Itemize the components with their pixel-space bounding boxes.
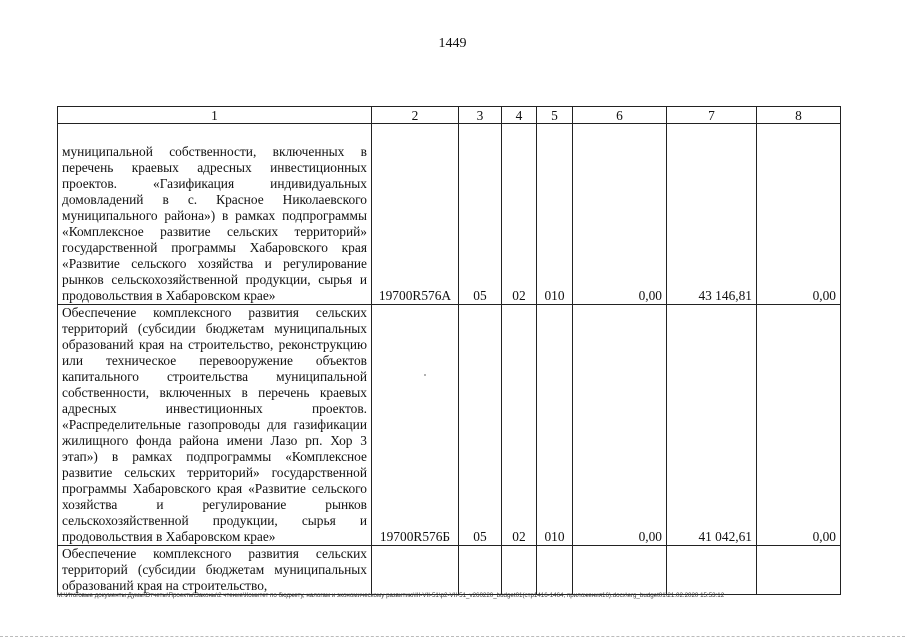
- row-code: [372, 546, 459, 595]
- row-amount-8: [757, 546, 841, 595]
- column-header: 4: [502, 107, 537, 124]
- row-code: 19700R576А: [372, 124, 459, 305]
- row-amount-7: 43 146,81: [667, 124, 757, 305]
- column-header: 1: [58, 107, 372, 124]
- row-amount-6: 0,00: [573, 124, 667, 305]
- column-header: 3: [459, 107, 502, 124]
- row-amount-6: 0,00: [573, 305, 667, 546]
- row-section: 05: [459, 305, 502, 546]
- row-section: 05: [459, 124, 502, 305]
- row-subsection: [502, 546, 537, 595]
- column-header: 7: [667, 107, 757, 124]
- table-row: [58, 546, 841, 595]
- row-expense-type: 010: [537, 124, 573, 305]
- page-edge-divider: [0, 636, 905, 637]
- row-expense-type: [537, 546, 573, 595]
- page-number: 1449: [438, 36, 467, 51]
- table-row: [58, 124, 841, 305]
- row-section: [459, 546, 502, 595]
- column-header: 5: [537, 107, 573, 124]
- footer-file-path: M:\Итоговые документы Думы\Отчеты\Проекты\Законы\2 чтение\Комитет по бюджету, налогам и экономическому развитию\III-VII-51\р2-VII-51_v260220_budget01(стр1416-1464, приложения16).docx\erg_budget01\21.02.2020 15:53:12: [57, 592, 725, 599]
- column-header: 6: [573, 107, 667, 124]
- column-header: 2: [372, 107, 459, 124]
- scan-speck: [424, 374, 426, 376]
- budget-table: [57, 106, 841, 595]
- row-amount-7: [667, 546, 757, 595]
- row-amount-6: [573, 546, 667, 595]
- row-description: Обеспечение комплексного развития сельских территорий (субсидии бюджетам муниципальных образований края на строительство, реконструкцию или техническое перевооружение объектов капитального строительства муниципальной собственности, включенных в перечень краевых адресных инвестиционных проектов. «Распределительные газопроводы для газификации жилищного фонда района имени Лазо рп. Хор 3 этап») в рамках подпрограммы «Комплексное развитие сельских территорий» государственной программы Хабаровского края «Развитие сельского хозяйства и регулирование рынков сельскохозяйственной продукции, сырья и продовольствия в Хабаровском крае»: [58, 305, 372, 546]
- row-description: муниципальной собственности, включенных в перечень краевых адресных инвестиционных проектов. «Газификация индивидуальных домовладений в с. Красное Николаевского муниципального района») в рамках подпрограммы «Комплексное развитие сельских территорий» государственной программы Хабаровского края «Развитие сельского хозяйства и регулирование рынков сельскохозяйственной продукции, сырья и продовольствия в Хабаровском крае»: [58, 124, 372, 305]
- table-row: [58, 305, 841, 546]
- row-description: Обеспечение комплексного развития сельских территорий (субсидии бюджетам муниципальных образований края на строительство,: [58, 546, 372, 595]
- row-subsection: 02: [502, 305, 537, 546]
- row-amount-8: 0,00: [757, 124, 841, 305]
- row-code: 19700R576Б: [372, 305, 459, 546]
- row-subsection: 02: [502, 124, 537, 305]
- row-amount-8: 0,00: [757, 305, 841, 546]
- column-header: 8: [757, 107, 841, 124]
- table-header-row: [58, 107, 841, 124]
- row-expense-type: 010: [537, 305, 573, 546]
- row-amount-7: 41 042,61: [667, 305, 757, 546]
